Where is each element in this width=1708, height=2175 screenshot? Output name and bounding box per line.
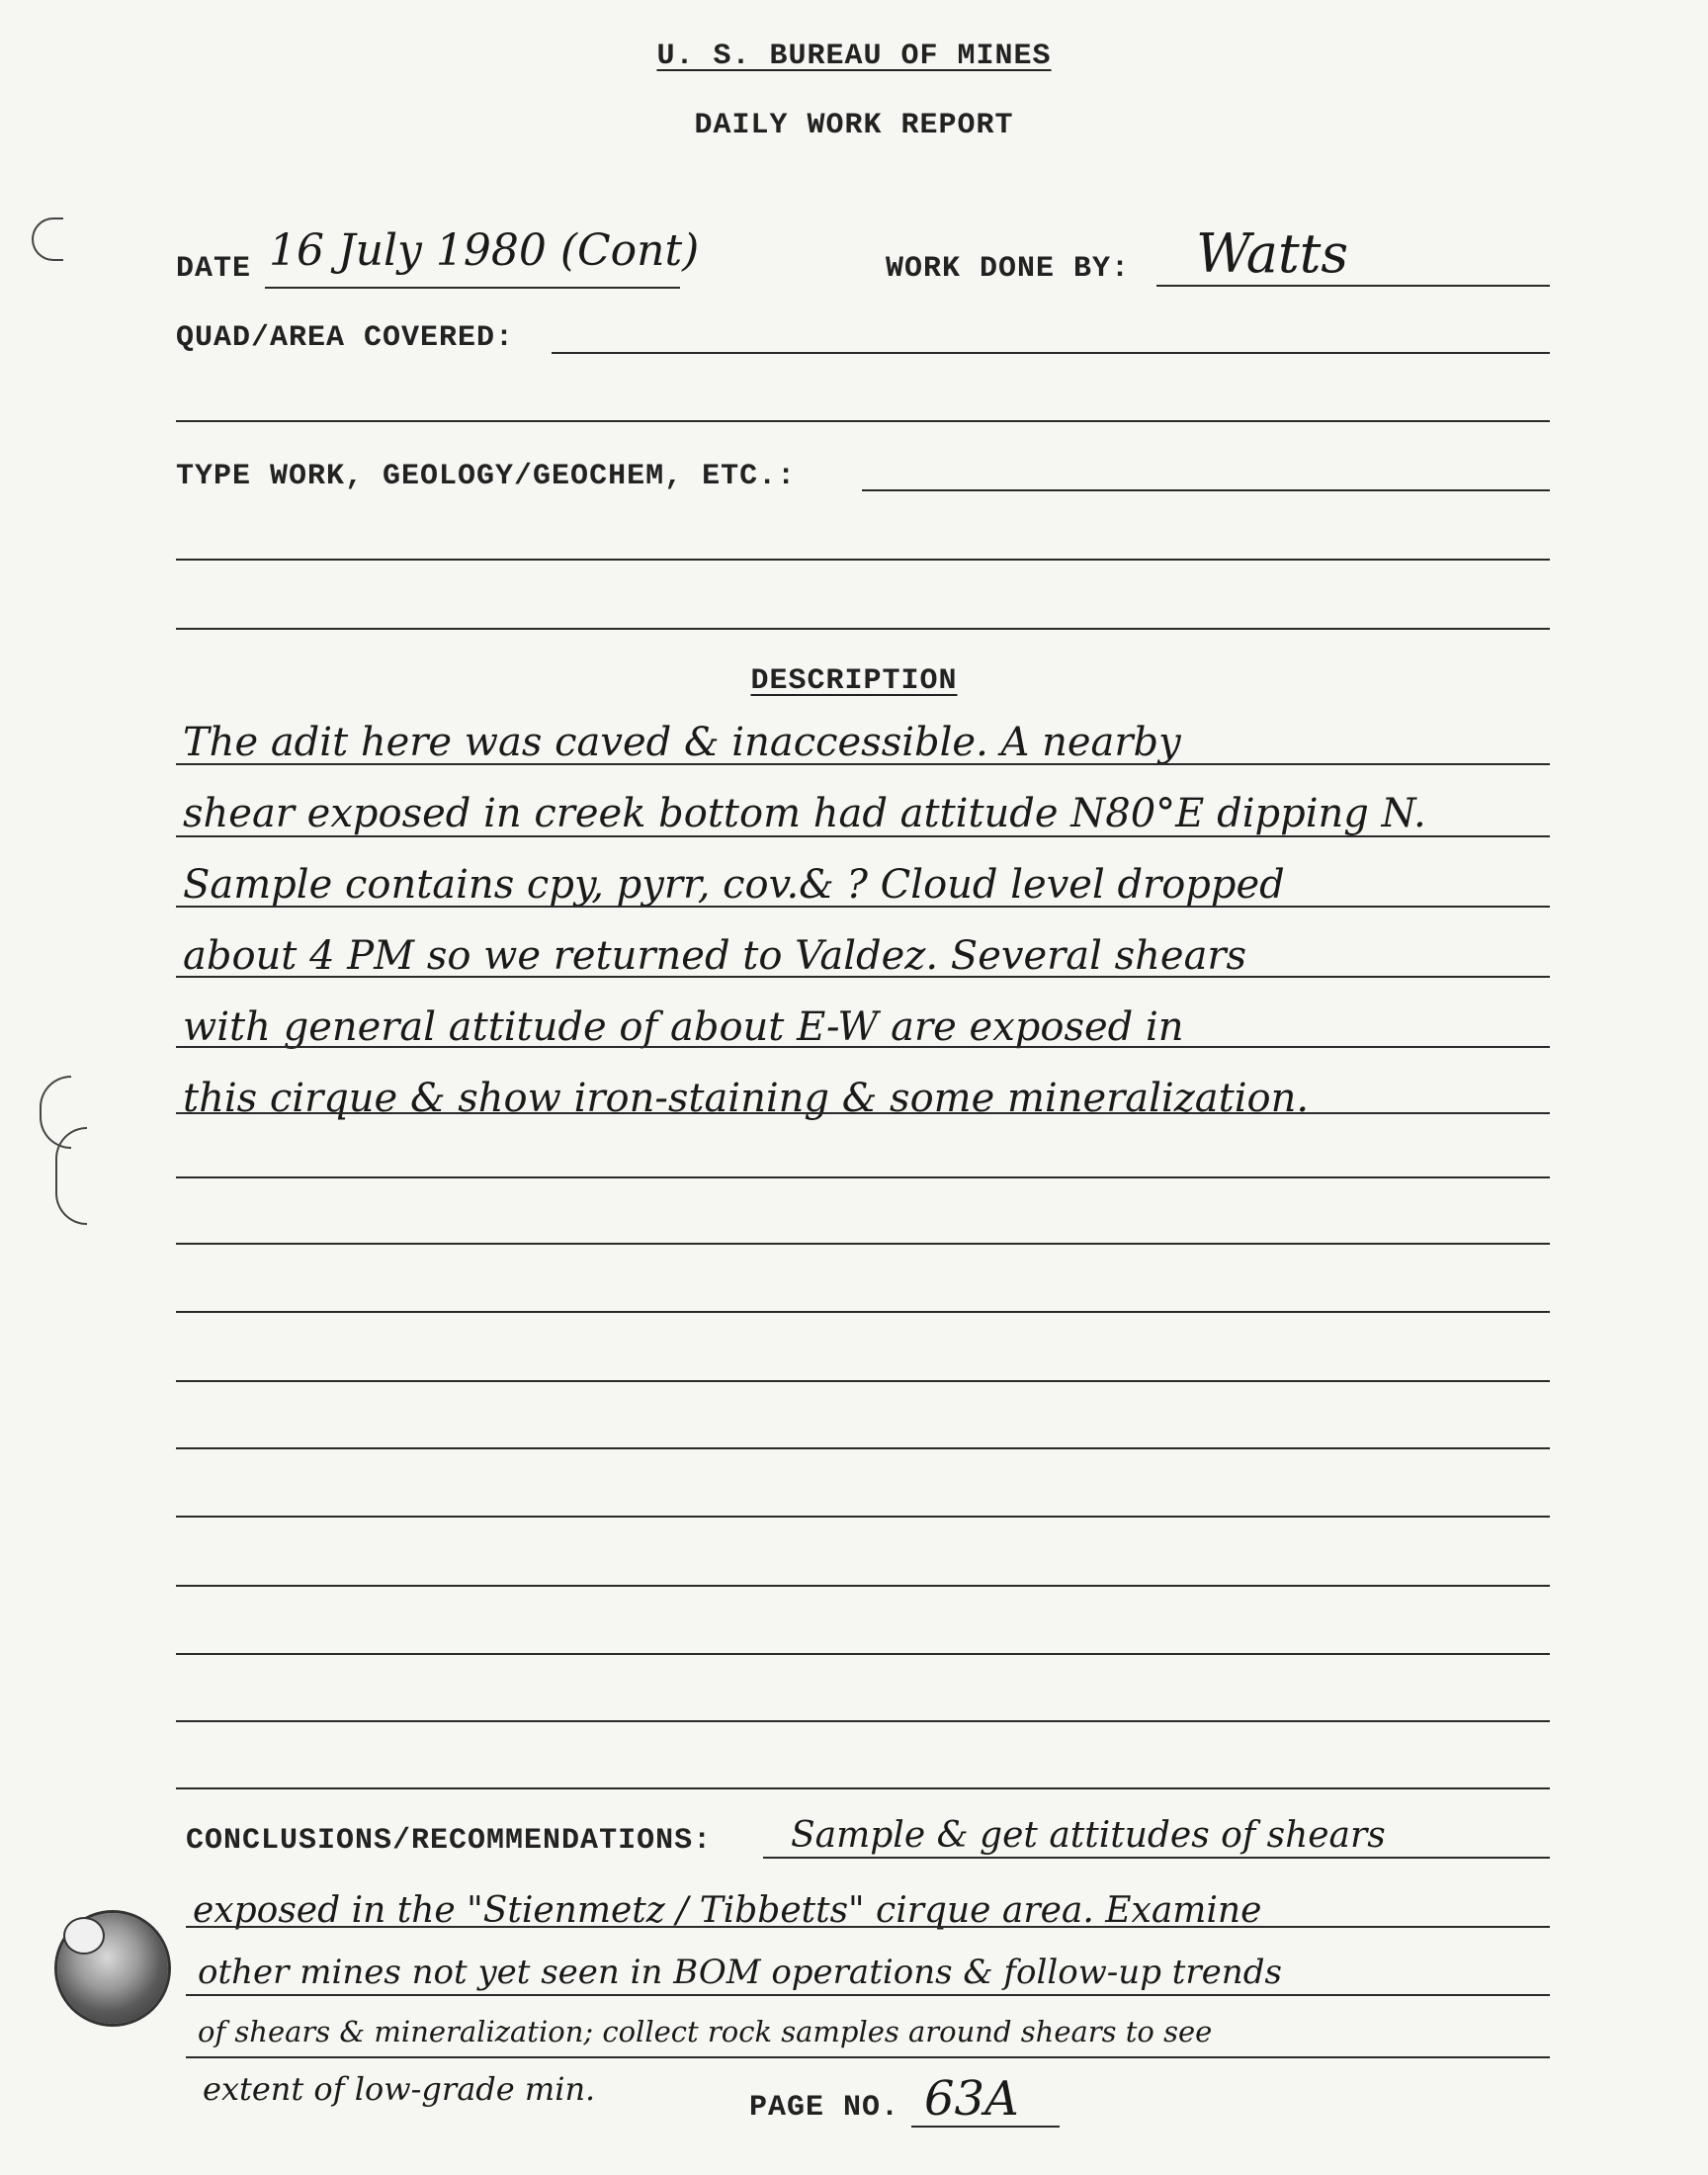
description-line-4: about 4 PM so we returned to Valdez. Several shears <box>183 933 1247 979</box>
date-label: DATE <box>176 252 252 286</box>
ruled-line <box>176 1243 1550 1245</box>
ruled-line <box>176 1112 1550 1114</box>
ruled-line <box>176 1653 1550 1655</box>
quad-label: QUAD/AREA COVERED: <box>176 321 515 355</box>
ruled-line <box>176 1311 1550 1313</box>
description-line-1: The adit here was caved & inaccessible. A nearby <box>183 720 1181 765</box>
page-number-line <box>911 2126 1060 2128</box>
quad-line-2 <box>176 420 1550 422</box>
type-work-line-2 <box>176 559 1550 561</box>
ruled-line <box>176 1380 1550 1382</box>
ruled-line <box>176 1720 1550 1722</box>
work-done-by-value: Watts <box>1196 222 1349 285</box>
report-title: DAILY WORK REPORT <box>694 109 1014 142</box>
ruled-line <box>176 976 1550 978</box>
conclusions-label: CONCLUSIONS/RECOMMENDATIONS: <box>186 1824 713 1858</box>
conclusions-line-1: Sample & get attitudes of shears <box>791 1815 1386 1856</box>
ruled-line <box>176 1787 1550 1789</box>
punch-hole-mark <box>55 1127 87 1225</box>
description-line-3: Sample contains cpy, pyrr, cov.& ? Cloud level dropped <box>183 862 1285 908</box>
agency-title: U. S. BUREAU OF MINES <box>656 40 1052 73</box>
description-line-6: this cirque & show iron-staining & some mineralization. <box>183 1076 1310 1121</box>
ruled-line <box>176 906 1550 908</box>
conclusions-line-2: exposed in the "Stienmetz / Tibbetts" cirque area. Examine <box>193 1890 1262 1931</box>
date-value: 16 July 1980 (Cont) <box>269 225 700 276</box>
conclusions-line-3: other mines not yet seen in BOM operations & follow-up trends <box>198 1953 1282 1992</box>
work-done-by-label: WORK DONE BY: <box>886 252 1131 286</box>
ruled-line <box>176 1516 1550 1518</box>
type-work-line-3 <box>176 628 1550 630</box>
work-done-by-line <box>1156 285 1550 287</box>
conclusions-rule-2 <box>186 1926 1550 1928</box>
type-work-label: TYPE WORK, GEOLOGY/GEOCHEM, ETC.: <box>176 460 797 493</box>
conclusions-line-4: of shears & mineralization; collect rock samples around shears to see <box>198 2015 1213 2048</box>
conclusions-rule-1 <box>763 1857 1550 1859</box>
ruled-line <box>176 1176 1550 1178</box>
punch-hole <box>57 1913 168 2024</box>
ruled-line <box>176 835 1550 837</box>
ruled-line <box>176 1046 1550 1048</box>
punch-hole-mark <box>32 218 63 261</box>
ruled-line <box>176 1585 1550 1587</box>
description-heading: DESCRIPTION <box>750 664 958 698</box>
page-number-label: PAGE NO. <box>749 2091 900 2125</box>
description-line-5: with general attitude of about E-W are exposed in <box>183 1004 1184 1050</box>
conclusions-rule-3 <box>186 1994 1550 1996</box>
conclusions-line-5: extent of low-grade min. <box>203 2070 596 2108</box>
ruled-line <box>176 1447 1550 1449</box>
page-number-value: 63A <box>924 2071 1019 2127</box>
description-line-2: shear exposed in creek bottom had attitude N80°E dipping N. <box>183 791 1426 836</box>
date-line <box>265 287 680 289</box>
type-work-line-1 <box>862 489 1550 491</box>
conclusions-rule-4 <box>186 2056 1550 2058</box>
ruled-line <box>176 763 1550 765</box>
quad-line-1 <box>552 352 1550 354</box>
